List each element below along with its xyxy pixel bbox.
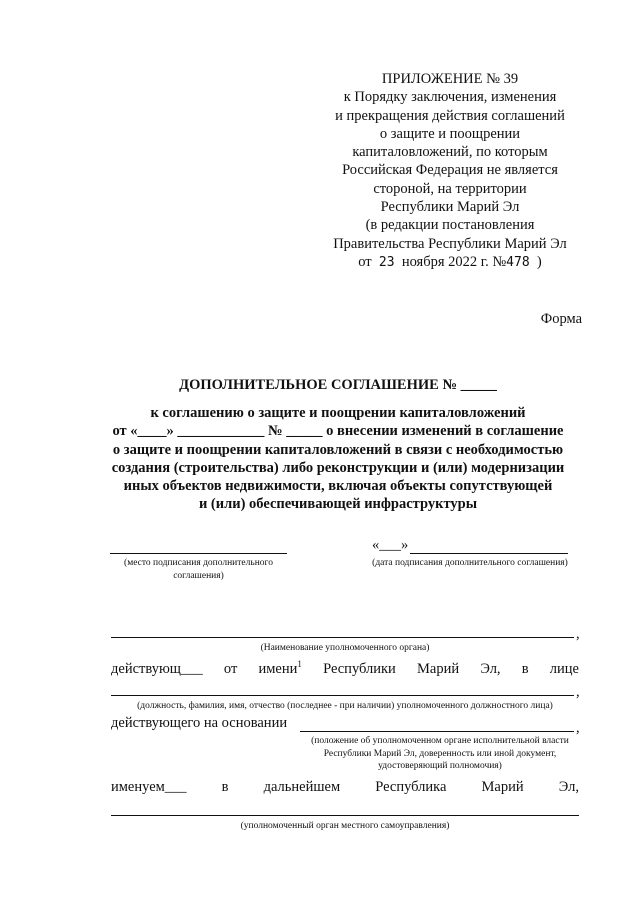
comma: , — [576, 626, 580, 642]
named-word: дальнейшем — [263, 779, 341, 795]
date-quotes: «___» — [372, 537, 409, 553]
agreement-title — [100, 376, 576, 513]
acting-word: Марий — [417, 660, 460, 677]
comma: , — [576, 684, 580, 700]
footnote-mark: 1 — [297, 659, 302, 669]
date-day: 23 — [378, 254, 395, 270]
date-month-year: ноября 2022 г. № — [401, 253, 507, 270]
title-line: от «____» ____________ № _____ о внесении изменений в соглашение — [112, 423, 564, 440]
acting-word: от — [223, 660, 238, 677]
comma: , — [576, 720, 580, 736]
header-line: (в редакции постановления — [365, 217, 535, 234]
title-line: ДОПОЛНИТЕЛЬНОЕ СОГЛАШЕНИЕ № _____ — [179, 377, 497, 393]
attachment-header — [310, 70, 590, 272]
named-word: Эл, — [558, 779, 579, 795]
header-line: Республики Марий Эл — [380, 199, 520, 216]
header-line: и прекращения действия соглашений — [335, 107, 565, 124]
organ-caption: (Наименование уполномоченного органа) — [260, 643, 430, 653]
header-line: Правительства Республики Марий Эл — [333, 235, 567, 252]
date-number: 478 — [506, 254, 530, 270]
date-caption: (дата подписания дополнительного соглашения) — [372, 558, 568, 568]
acting-word: действующ___ — [111, 660, 203, 677]
acting-row — [111, 659, 579, 678]
place-caption: (место подписания дополнительного соглашения) — [124, 558, 273, 581]
acting-word: лице — [549, 660, 579, 677]
header-line: ПРИЛОЖЕНИЕ № 39 — [381, 71, 519, 87]
acting-word: Республики — [323, 660, 396, 677]
named-word: Марий — [481, 779, 524, 795]
title-line: иных объектов недвижимости, включая объекты сопутствующей — [123, 478, 553, 495]
basis-text: действующего на основании — [111, 715, 288, 731]
header-line: стороной, на территории — [373, 180, 527, 197]
local-authority-line[interactable] — [111, 815, 579, 816]
header-line: капиталовложений, по которым — [352, 144, 548, 161]
date-prefix: от — [358, 253, 372, 270]
title-line: создания (строительства) либо реконструкции и (или) модернизации — [111, 459, 565, 476]
date-line[interactable] — [410, 553, 568, 554]
named-word: Республика — [375, 779, 447, 795]
title-line: к соглашению о защите и поощрении капиталовложений — [150, 405, 526, 422]
named-word: именуем___ — [111, 779, 187, 795]
header-line: Российская Федерация не является — [342, 162, 558, 179]
date-suffix: ) — [536, 253, 542, 270]
header-date-line — [310, 253, 590, 272]
title-line: и (или) обеспечивающей инфраструктуры — [198, 496, 478, 513]
acting-word: Эл, — [480, 660, 501, 677]
header-line: к Порядку заключения, изменения — [343, 89, 557, 106]
title-line: о защите и поощрении капиталовложений в связи с необходимостью — [112, 441, 564, 458]
organ-name-line[interactable] — [111, 637, 574, 638]
form-label: Форма — [540, 311, 582, 327]
named-word: в — [221, 779, 229, 795]
official-line[interactable] — [111, 695, 574, 696]
header-line: о защите и поощрении — [379, 125, 521, 142]
named-row — [111, 779, 579, 796]
official-caption: (должность, фамилия, имя, отчество (последнее - при наличии) уполномоченного должностного лица) — [137, 701, 553, 711]
acting-word-name: имени$^1$ — [258, 659, 302, 677]
local-caption: (уполномоченный орган местного самоуправления) — [240, 821, 450, 831]
basis-caption: (положение об уполномоченном органе исполнительной власти Республики Марий Эл, доверенность или иной документ, удостоверяющий полномочия) — [311, 736, 569, 771]
acting-word: в — [521, 660, 529, 677]
basis-line[interactable] — [300, 731, 574, 732]
place-line[interactable] — [110, 553, 287, 554]
